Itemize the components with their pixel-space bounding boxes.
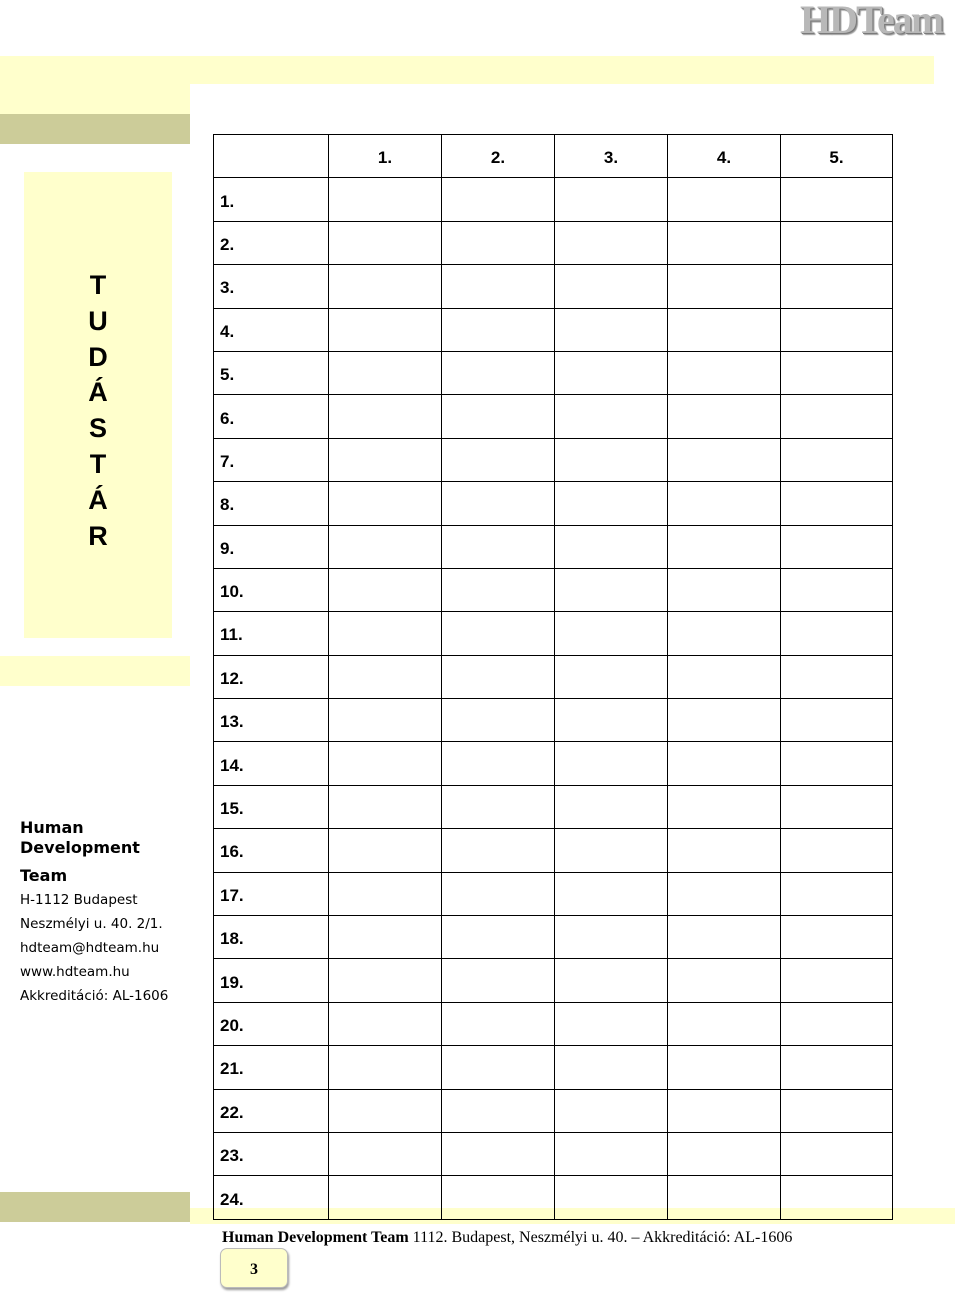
grid-cell[interactable] xyxy=(329,1089,442,1132)
column-header: 4. xyxy=(668,135,781,178)
grid-cell[interactable] xyxy=(668,829,781,872)
footer-text xyxy=(222,1228,792,1248)
table-row xyxy=(214,395,893,438)
grid-cell[interactable] xyxy=(555,221,668,264)
table-row xyxy=(214,1046,893,1089)
footer-company: Human Development Team xyxy=(222,1229,409,1246)
grid-cell[interactable] xyxy=(555,525,668,568)
grid-cell[interactable] xyxy=(781,699,893,742)
grid-cell[interactable] xyxy=(329,785,442,828)
grid-cell[interactable] xyxy=(442,525,555,568)
row-label: 6. xyxy=(214,395,329,438)
column-header: 5. xyxy=(781,135,893,178)
grid-cell[interactable] xyxy=(329,178,442,221)
grid-cell[interactable] xyxy=(555,482,668,525)
grid-cell[interactable] xyxy=(668,438,781,481)
grid-cell[interactable] xyxy=(781,1089,893,1132)
row-label: 10. xyxy=(214,568,329,611)
row-label: 14. xyxy=(214,742,329,785)
table-row xyxy=(214,872,893,915)
grid-cell[interactable] xyxy=(668,916,781,959)
grid-cell[interactable] xyxy=(555,785,668,828)
title-letter: Á xyxy=(88,484,108,515)
grid-cell[interactable] xyxy=(555,829,668,872)
grid-cell[interactable] xyxy=(668,612,781,655)
grid-cell[interactable] xyxy=(781,308,893,351)
table-row xyxy=(214,568,893,611)
grid-cell[interactable] xyxy=(555,1176,668,1219)
grid-cell[interactable] xyxy=(781,916,893,959)
grid-cell[interactable] xyxy=(668,1176,781,1219)
table-row xyxy=(214,916,893,959)
grid-cell[interactable] xyxy=(781,438,893,481)
grid-cell[interactable] xyxy=(668,221,781,264)
grid-cell[interactable] xyxy=(781,568,893,611)
grid-cell[interactable] xyxy=(781,742,893,785)
grid-cell[interactable] xyxy=(442,178,555,221)
grid-cell[interactable] xyxy=(442,482,555,525)
grid-cell[interactable] xyxy=(781,1002,893,1045)
grid-cell[interactable] xyxy=(442,265,555,308)
title-letter: T xyxy=(89,270,107,300)
row-label: 18. xyxy=(214,916,329,959)
table-row xyxy=(214,742,893,785)
table-row xyxy=(214,1176,893,1219)
table-row xyxy=(214,699,893,742)
grid-cell[interactable] xyxy=(555,351,668,394)
grid-cell[interactable] xyxy=(668,872,781,915)
row-label: 4. xyxy=(214,308,329,351)
grid-cell[interactable] xyxy=(329,395,442,438)
grid-cell[interactable] xyxy=(442,872,555,915)
grid-cell[interactable] xyxy=(329,525,442,568)
row-label: 15. xyxy=(214,785,329,828)
grid-cell[interactable] xyxy=(555,872,668,915)
title-letter: U xyxy=(88,305,108,336)
row-label: 1. xyxy=(214,178,329,221)
column-header: 1. xyxy=(329,135,442,178)
grid-cell[interactable] xyxy=(442,959,555,1002)
row-label: 17. xyxy=(214,872,329,915)
grid-cell[interactable] xyxy=(555,1132,668,1175)
grid-cell[interactable] xyxy=(668,699,781,742)
column-header: 3. xyxy=(555,135,668,178)
grid-cell[interactable] xyxy=(555,308,668,351)
grid-cell[interactable] xyxy=(668,178,781,221)
grid-corner xyxy=(214,135,329,178)
header-band xyxy=(0,56,934,84)
row-label: 13. xyxy=(214,699,329,742)
email-line: hdteam@hdteam.hu xyxy=(20,940,160,956)
grid-cell[interactable] xyxy=(329,829,442,872)
title-letter: R xyxy=(88,520,108,551)
grid-cell[interactable] xyxy=(555,568,668,611)
row-label: 12. xyxy=(214,655,329,698)
grid-cell[interactable] xyxy=(668,568,781,611)
grid-cell[interactable] xyxy=(329,1132,442,1175)
scoring-grid xyxy=(213,134,893,1220)
grid-cell[interactable] xyxy=(781,395,893,438)
address-line: H-1112 Budapest xyxy=(20,892,138,908)
grid-cell[interactable] xyxy=(442,1089,555,1132)
row-label: 2. xyxy=(214,221,329,264)
grid-cell[interactable] xyxy=(781,178,893,221)
table-row xyxy=(214,525,893,568)
grid-cell[interactable] xyxy=(781,1132,893,1175)
grid-cell[interactable] xyxy=(442,655,555,698)
table-row xyxy=(214,959,893,1002)
grid-cell[interactable] xyxy=(668,395,781,438)
page-number: 3 xyxy=(220,1248,288,1288)
row-label: 24. xyxy=(214,1176,329,1219)
accreditation-line: Akkreditáció: AL-1606 xyxy=(20,988,169,1004)
grid-header-row xyxy=(214,135,893,178)
footer-band-olive xyxy=(0,1192,190,1222)
table-row xyxy=(214,438,893,481)
grid-cell[interactable] xyxy=(781,872,893,915)
grid-cell[interactable] xyxy=(329,351,442,394)
row-label: 3. xyxy=(214,265,329,308)
grid-cell[interactable] xyxy=(781,525,893,568)
grid-cell[interactable] xyxy=(668,1002,781,1045)
grid-cell[interactable] xyxy=(329,1002,442,1045)
row-label: 9. xyxy=(214,525,329,568)
grid-cell[interactable] xyxy=(555,916,668,959)
title-letter: T xyxy=(89,448,107,479)
grid-cell[interactable] xyxy=(329,655,442,698)
grid-cell[interactable] xyxy=(329,916,442,959)
web-line: www.hdteam.hu xyxy=(20,964,130,980)
grid-cell[interactable] xyxy=(442,699,555,742)
grid-cell[interactable] xyxy=(555,612,668,655)
grid-cell[interactable] xyxy=(781,1176,893,1219)
grid-cell[interactable] xyxy=(329,482,442,525)
grid-cell[interactable] xyxy=(329,265,442,308)
grid-cell[interactable] xyxy=(442,395,555,438)
grid-cell[interactable] xyxy=(329,438,442,481)
grid-cell[interactable] xyxy=(442,1046,555,1089)
grid-cell[interactable] xyxy=(329,1046,442,1089)
table-row xyxy=(214,785,893,828)
grid-cell[interactable] xyxy=(442,308,555,351)
hdteam-logo: HDTeam xyxy=(800,0,943,42)
table-row xyxy=(214,829,893,872)
footer-address: 1112. Budapest, Neszmélyi u. 40. – Akkreditáció: AL-1606 xyxy=(408,1229,793,1246)
grid-cell[interactable] xyxy=(329,1176,442,1219)
row-label: 21. xyxy=(214,1046,329,1089)
grid-cell[interactable] xyxy=(329,221,442,264)
grid-cell[interactable] xyxy=(781,351,893,394)
table-row xyxy=(214,308,893,351)
grid-cell[interactable] xyxy=(668,785,781,828)
title-letter: Á xyxy=(88,377,108,408)
grid-cell[interactable] xyxy=(668,1046,781,1089)
grid-cell[interactable] xyxy=(555,438,668,481)
table-row xyxy=(214,1132,893,1175)
grid-cell[interactable] xyxy=(668,351,781,394)
row-label: 11. xyxy=(214,612,329,655)
row-label: 23. xyxy=(214,1132,329,1175)
table-row xyxy=(214,1089,893,1132)
grid-cell[interactable] xyxy=(555,742,668,785)
grid-cell[interactable] xyxy=(555,655,668,698)
table-row xyxy=(214,221,893,264)
grid-cell[interactable] xyxy=(442,829,555,872)
grid-cell[interactable] xyxy=(555,395,668,438)
grid-cell[interactable] xyxy=(555,178,668,221)
table-row xyxy=(214,612,893,655)
grid-cell[interactable] xyxy=(668,482,781,525)
grid-cell[interactable] xyxy=(668,1132,781,1175)
grid-cell[interactable] xyxy=(781,959,893,1002)
grid-cell[interactable] xyxy=(668,265,781,308)
title-letter: S xyxy=(88,413,107,444)
grid-cell[interactable] xyxy=(442,785,555,828)
grid-cell[interactable] xyxy=(555,1089,668,1132)
grid-cell[interactable] xyxy=(555,265,668,308)
grid-cell[interactable] xyxy=(442,1002,555,1045)
vertical-title xyxy=(24,268,172,554)
grid-cell[interactable] xyxy=(781,482,893,525)
table-row xyxy=(214,178,893,221)
grid-cell[interactable] xyxy=(442,568,555,611)
grid-cell[interactable] xyxy=(329,568,442,611)
row-label: 5. xyxy=(214,351,329,394)
grid-cell[interactable] xyxy=(442,1176,555,1219)
title-letter: D xyxy=(88,341,108,372)
grid-cell[interactable] xyxy=(668,655,781,698)
table-row xyxy=(214,655,893,698)
table-row xyxy=(214,351,893,394)
table-row xyxy=(214,265,893,308)
table-row xyxy=(214,482,893,525)
grid-cell[interactable] xyxy=(781,265,893,308)
table-row xyxy=(214,1002,893,1045)
grid-cell[interactable] xyxy=(329,612,442,655)
grid-cell[interactable] xyxy=(329,308,442,351)
grid-cell[interactable] xyxy=(668,959,781,1002)
grid-cell[interactable] xyxy=(329,872,442,915)
grid-cell[interactable] xyxy=(668,525,781,568)
grid-cell[interactable] xyxy=(668,1089,781,1132)
grid-cell[interactable] xyxy=(555,959,668,1002)
row-label: 20. xyxy=(214,1002,329,1045)
grid-cell[interactable] xyxy=(442,221,555,264)
grid-cell[interactable] xyxy=(555,1046,668,1089)
grid-cell[interactable] xyxy=(668,308,781,351)
row-label: 19. xyxy=(214,959,329,1002)
company-team: Team xyxy=(20,866,68,885)
left-band-yellow xyxy=(0,84,190,114)
row-label: 7. xyxy=(214,438,329,481)
left-band-olive xyxy=(0,114,190,144)
grid-cell[interactable] xyxy=(442,438,555,481)
grid-cell[interactable] xyxy=(442,1132,555,1175)
grid-cell[interactable] xyxy=(329,959,442,1002)
grid-cell[interactable] xyxy=(781,612,893,655)
row-label: 22. xyxy=(214,1089,329,1132)
grid-cell[interactable] xyxy=(442,916,555,959)
grid-cell[interactable] xyxy=(781,829,893,872)
grid-cell[interactable] xyxy=(668,742,781,785)
grid-cell[interactable] xyxy=(442,351,555,394)
grid-cell[interactable] xyxy=(555,1002,668,1045)
row-label: 16. xyxy=(214,829,329,872)
left-band-mid xyxy=(0,656,190,686)
grid-cell[interactable] xyxy=(442,742,555,785)
grid-cell[interactable] xyxy=(781,785,893,828)
street-line: Neszmélyi u. 40. 2/1. xyxy=(20,916,163,932)
grid-cell[interactable] xyxy=(781,221,893,264)
grid-cell[interactable] xyxy=(329,699,442,742)
grid-cell[interactable] xyxy=(329,742,442,785)
grid-cell[interactable] xyxy=(442,612,555,655)
grid-cell[interactable] xyxy=(781,1046,893,1089)
column-header: 2. xyxy=(442,135,555,178)
contact-block xyxy=(20,818,195,1008)
grid-cell[interactable] xyxy=(555,699,668,742)
grid-cell[interactable] xyxy=(781,655,893,698)
company-name: Human Development xyxy=(20,818,140,857)
row-label: 8. xyxy=(214,482,329,525)
